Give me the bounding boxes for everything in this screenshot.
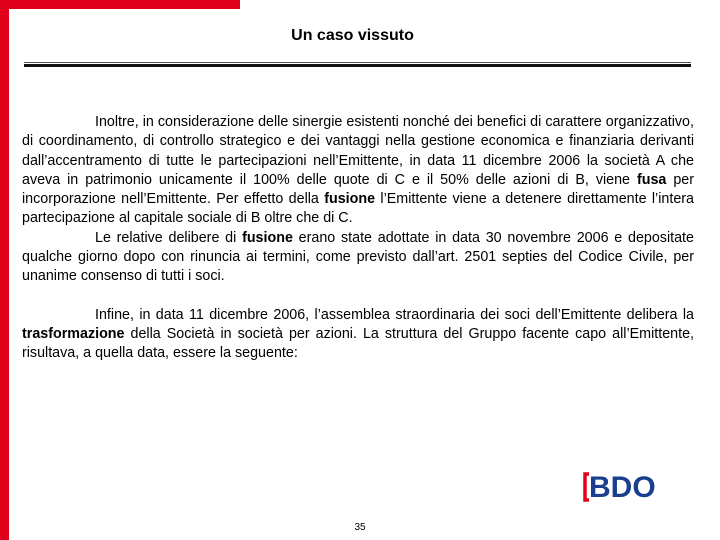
text-run: erano state adottate in data 30 novembre 2006 e depositate qualche giorno dopo con rinuncia ai termini, come previsto dall’art. 2501 septies del Codice Civile, per unanime consenso di tutti i soci. [22,229,694,285]
bold-text: trasformazione [22,325,125,342]
title-divider-thick [24,64,691,67]
paragraph [22,306,694,364]
paragraph [22,113,694,229]
text-run: Le relative delibere di [95,229,243,246]
bold-text: fusione [324,191,376,208]
bdo-logo-text: BDO [589,471,656,504]
title-divider-thin [24,62,691,63]
page-title: Un caso vissuto [291,27,414,44]
text-run: per incorporazione nell’Emittente. Per effetto della [22,171,695,208]
text-run: l’Emittente viene a detenere direttamente l’intera partecipazione al capitale sociale di B oltre che di C. [22,191,694,227]
page-number: 35 [354,522,366,533]
text-run: della Società in società per azioni. La struttura del Gruppo facente capo all’Emittente, risultava, a quella data, essere la seguente: [22,325,694,362]
top-red-bar [0,0,240,9]
bold-text: fusione [242,229,293,246]
bdo-logo [580,466,666,506]
bold-text: fusa [636,171,667,188]
text-run: Infine, in data 11 dicembre 2006, l’assemblea straordinaria dei soci dell’Emittente delibera la [95,306,694,323]
bdo-logo-mark [580,466,666,506]
text-run: Inoltre, in considerazione delle sinergie esistenti nonché dei benefici di carattere organizzativo, di coordinamento, di controllo strategico e dei vantaggi nella gestione economica e finanziaria derivanti dall’accentramento di tutte le partecipazioni nell’Emittente, in data 11 dicembre 2006 la società A che aveva in patrimonio unicamente il 100% delle quote di C e il 50% delle azioni di B, viene [22,114,694,188]
body-text [22,113,694,364]
paragraph [22,229,694,287]
left-red-bar [0,0,9,540]
